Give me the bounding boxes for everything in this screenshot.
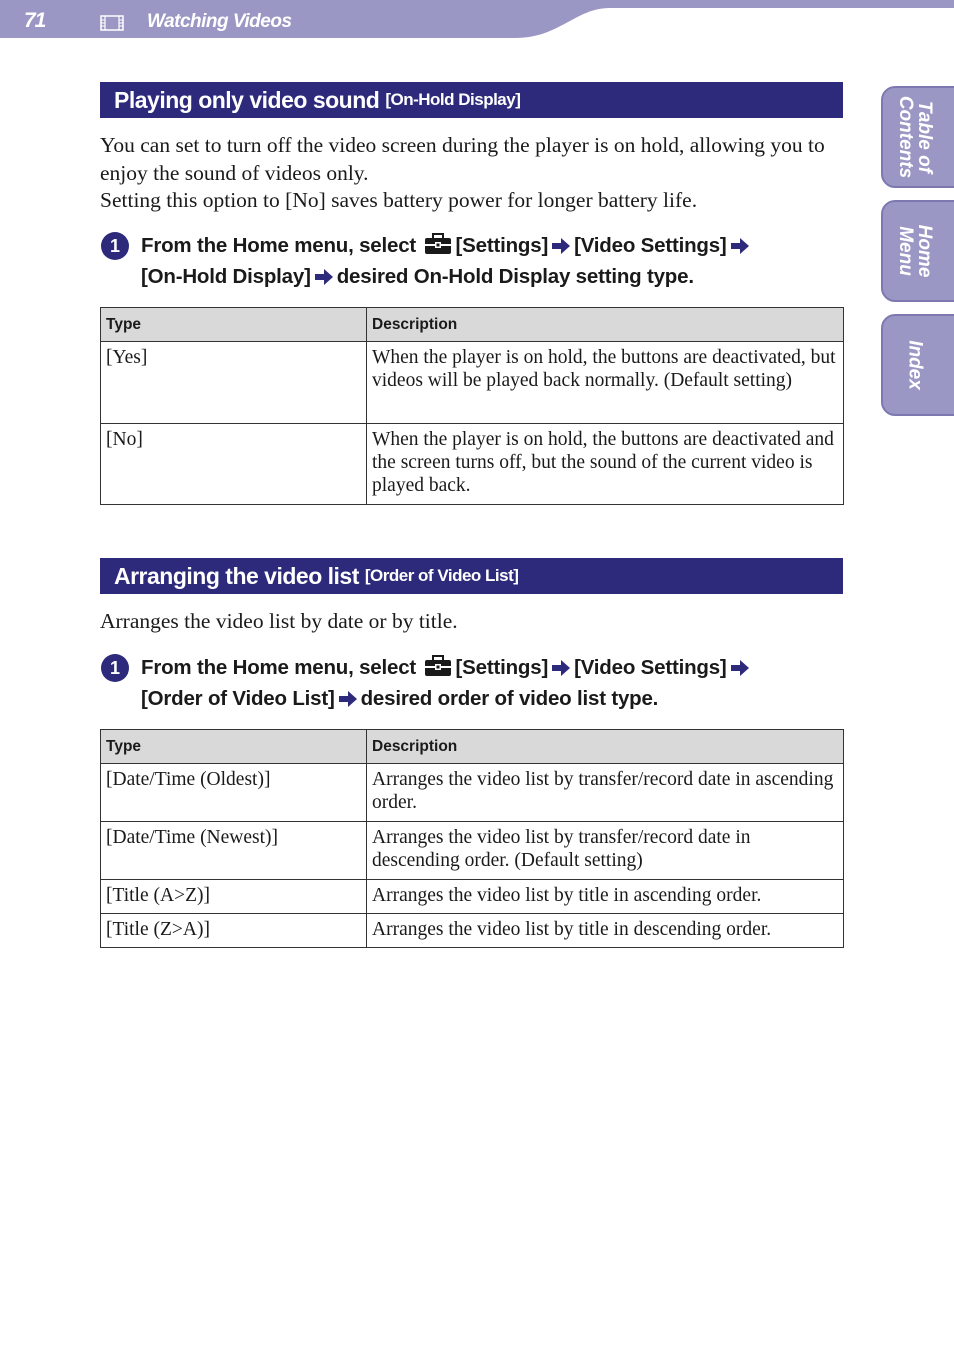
table-row <box>101 764 844 822</box>
description-cell: Arranges the video list by transfer/record date in descending order. (Default setting) <box>367 822 844 880</box>
order-of-video-list-table <box>100 729 844 948</box>
step-instruction <box>141 654 831 715</box>
description-cell: When the player is on hold, the buttons are deactivated, but videos will be played back normally. (Default setting) <box>367 342 844 424</box>
on-hold-display-table <box>100 307 844 505</box>
step-number: 1 <box>101 232 129 260</box>
menu-item-label: [On-Hold Display] <box>141 265 311 288</box>
arrow-right-icon <box>338 687 358 715</box>
step-tail: desired order of video list type. <box>360 687 659 710</box>
table-header-row <box>101 730 844 764</box>
toolbox-icon <box>424 655 452 685</box>
type-cell: [Date/Time (Oldest)] <box>101 764 367 822</box>
note-text: Setting this option to [No] saves battery power for longer battery life. <box>100 188 698 212</box>
step-lead: From the Home menu, select <box>141 234 417 257</box>
header-band <box>0 0 954 40</box>
type-cell: [No] <box>101 424 367 505</box>
arrow-right-icon <box>551 656 571 684</box>
intro-text: Arranges the video list by date or by title. <box>100 609 458 633</box>
section-heading <box>100 82 843 118</box>
type-cell: [Title (A>Z)] <box>101 880 367 914</box>
toolbox-icon <box>424 233 452 263</box>
menu-item-label: [Order of Video List] <box>141 687 335 710</box>
column-header-description: Description <box>367 308 844 342</box>
intro-text: You can set to turn off the video screen during the player is on hold, allowing you to enjoy the sound of videos only. <box>100 133 825 185</box>
column-header-type: Type <box>101 730 367 764</box>
arrow-right-icon <box>551 234 571 262</box>
table-row <box>101 880 844 914</box>
table-row <box>101 342 844 424</box>
tab-index[interactable] <box>881 314 954 416</box>
tab-label: Table of Contents <box>895 95 935 179</box>
step-number: 1 <box>101 654 129 682</box>
tab-home-menu[interactable] <box>881 200 954 302</box>
column-header-description: Description <box>367 730 844 764</box>
description-cell: Arranges the video list by transfer/record date in ascending order. <box>367 764 844 822</box>
arrow-right-icon <box>730 234 750 262</box>
video-settings-label: [Video Settings] <box>574 234 727 257</box>
settings-label: [Settings] <box>455 234 549 257</box>
table-row <box>101 424 844 505</box>
section-subtitle: [On-Hold Display] <box>385 90 521 109</box>
header-band-shape <box>0 0 954 40</box>
section-name: Watching Videos <box>147 11 292 32</box>
tab-table-of-contents[interactable] <box>881 86 954 188</box>
section-title: Playing only video sound <box>114 86 380 113</box>
type-cell: [Title (Z>A)] <box>101 914 367 948</box>
column-header-type: Type <box>101 308 367 342</box>
intro-paragraph <box>100 132 840 215</box>
table-row <box>101 914 844 948</box>
video-settings-label: [Video Settings] <box>574 656 727 679</box>
intro-paragraph <box>100 608 840 636</box>
step-instruction <box>141 232 831 293</box>
table-header-row <box>101 308 844 342</box>
description-cell: Arranges the video list by title in ascending order. <box>367 880 844 914</box>
page-number: 71 <box>24 9 46 32</box>
arrow-right-icon <box>314 265 334 293</box>
section-subtitle: [Order of Video List] <box>364 566 519 585</box>
step-lead: From the Home menu, select <box>141 656 417 679</box>
tab-label: Home Menu <box>895 224 935 278</box>
type-cell: [Date/Time (Newest)] <box>101 822 367 880</box>
arrow-right-icon <box>730 656 750 684</box>
section-heading <box>100 558 843 594</box>
description-cell: Arranges the video list by title in descending order. <box>367 914 844 948</box>
description-cell: When the player is on hold, the buttons are deactivated and the screen turns off, but the sound of the current video is played back. <box>367 424 844 505</box>
step-tail: desired On-Hold Display setting type. <box>336 265 694 288</box>
tab-label: Index <box>904 340 926 390</box>
settings-label: [Settings] <box>455 656 549 679</box>
section-title: Arranging the video list <box>114 562 359 589</box>
table-row <box>101 822 844 880</box>
type-cell: [Yes] <box>101 342 367 424</box>
